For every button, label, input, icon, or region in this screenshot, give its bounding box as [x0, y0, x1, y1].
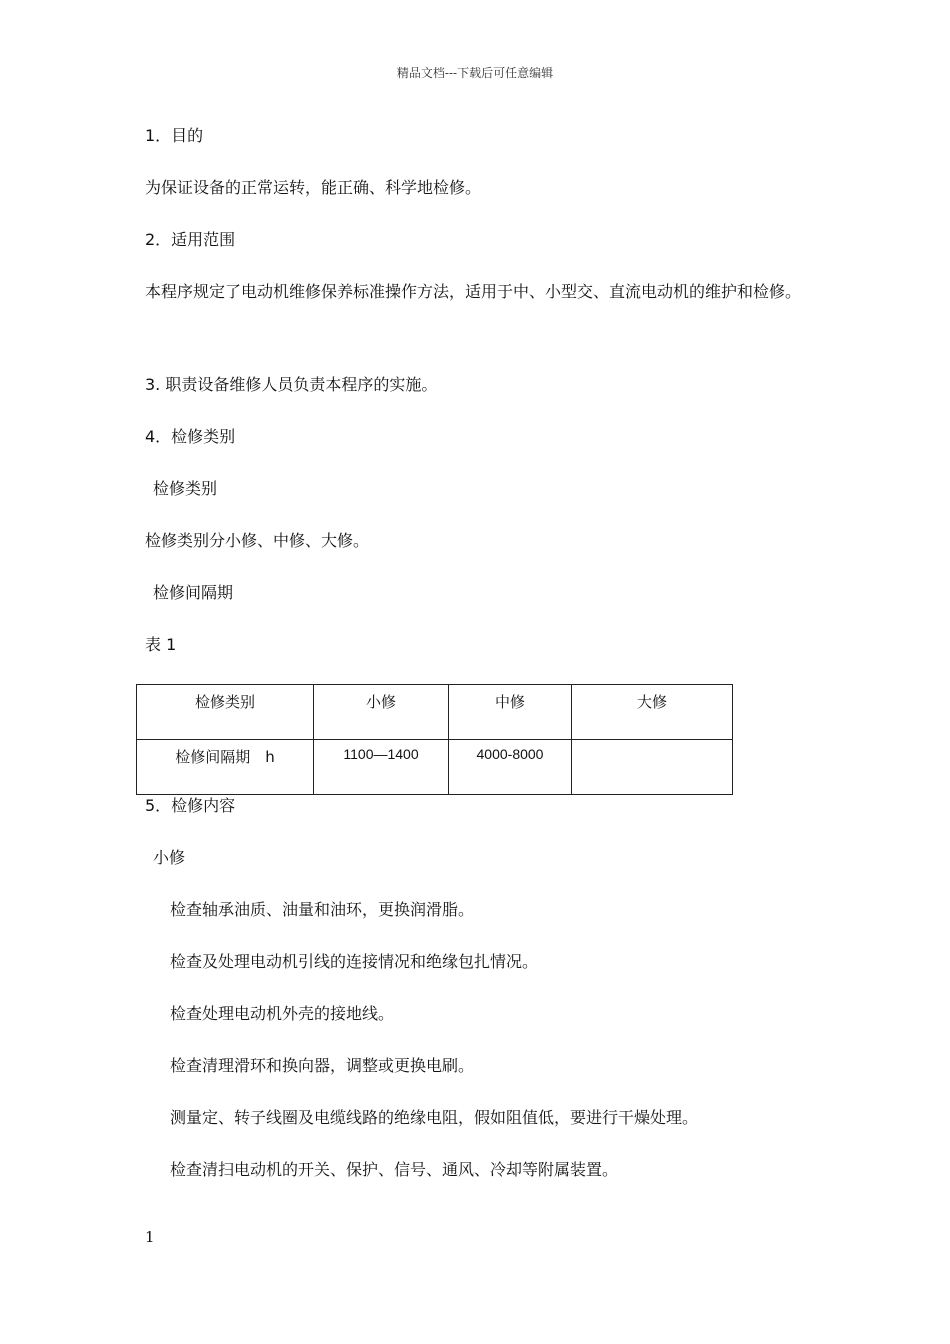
table-header-cell: 中修: [449, 685, 572, 740]
section-5-title: 5．检修内容: [145, 796, 236, 815]
page-number: 1: [145, 1228, 155, 1246]
table-cell: 1100—1400: [314, 740, 449, 795]
table-caption: 表 1: [145, 635, 177, 654]
table-cell: [572, 740, 733, 795]
table-row: [137, 740, 733, 795]
page-header: 精品文档---下载后可任意编辑: [396, 66, 554, 80]
section-4-subheading-category: 检修类别: [153, 479, 218, 498]
list-item: 检查处理电动机外壳的接地线。: [170, 1004, 395, 1023]
section-2-title: 2．适用范围: [145, 230, 236, 249]
maintenance-interval-table: [136, 684, 733, 795]
section-2-body: 本程序规定了电动机维修保养标准操作方法，适用于中、小型交、直流电动机的维护和检修。: [145, 282, 802, 301]
section-4-title: 4．检修类别: [145, 427, 236, 446]
list-item: 检查清扫电动机的开关、保护、信号、通风、冷却等附属装置。: [170, 1160, 619, 1179]
section-1-body: 为保证设备的正常运转，能正确、科学地检修。: [145, 178, 482, 197]
table-header-cell: 检修类别: [137, 685, 314, 740]
section-4-body: 检修类别分小修、中修、大修。: [145, 531, 370, 550]
section-3-line: 3. 职责设备维修人员负责本程序的实施。: [145, 375, 438, 394]
list-item: 检查清理滑环和换向器，调整或更换电刷。: [170, 1056, 475, 1075]
list-item: 检查轴承油质、油量和油环，更换润滑脂。: [170, 900, 475, 919]
section-1-title: 1．目的: [145, 126, 204, 145]
list-item: 测量定、转子线圈及电缆线路的绝缘电阻，假如阻值低，要进行干燥处理。: [170, 1108, 699, 1127]
section-4-subheading-interval: 检修间隔期: [153, 583, 234, 602]
list-item: 检查及处理电动机引线的连接情况和绝缘包扎情况。: [170, 952, 539, 971]
table-header-row: [137, 685, 733, 740]
table-cell: 检修间隔期 h: [137, 740, 314, 795]
table-cell: 4000-8000: [449, 740, 572, 795]
table-header-cell: 大修: [572, 685, 733, 740]
section-5-subheading: 小修: [153, 848, 186, 867]
table-header-cell: 小修: [314, 685, 449, 740]
